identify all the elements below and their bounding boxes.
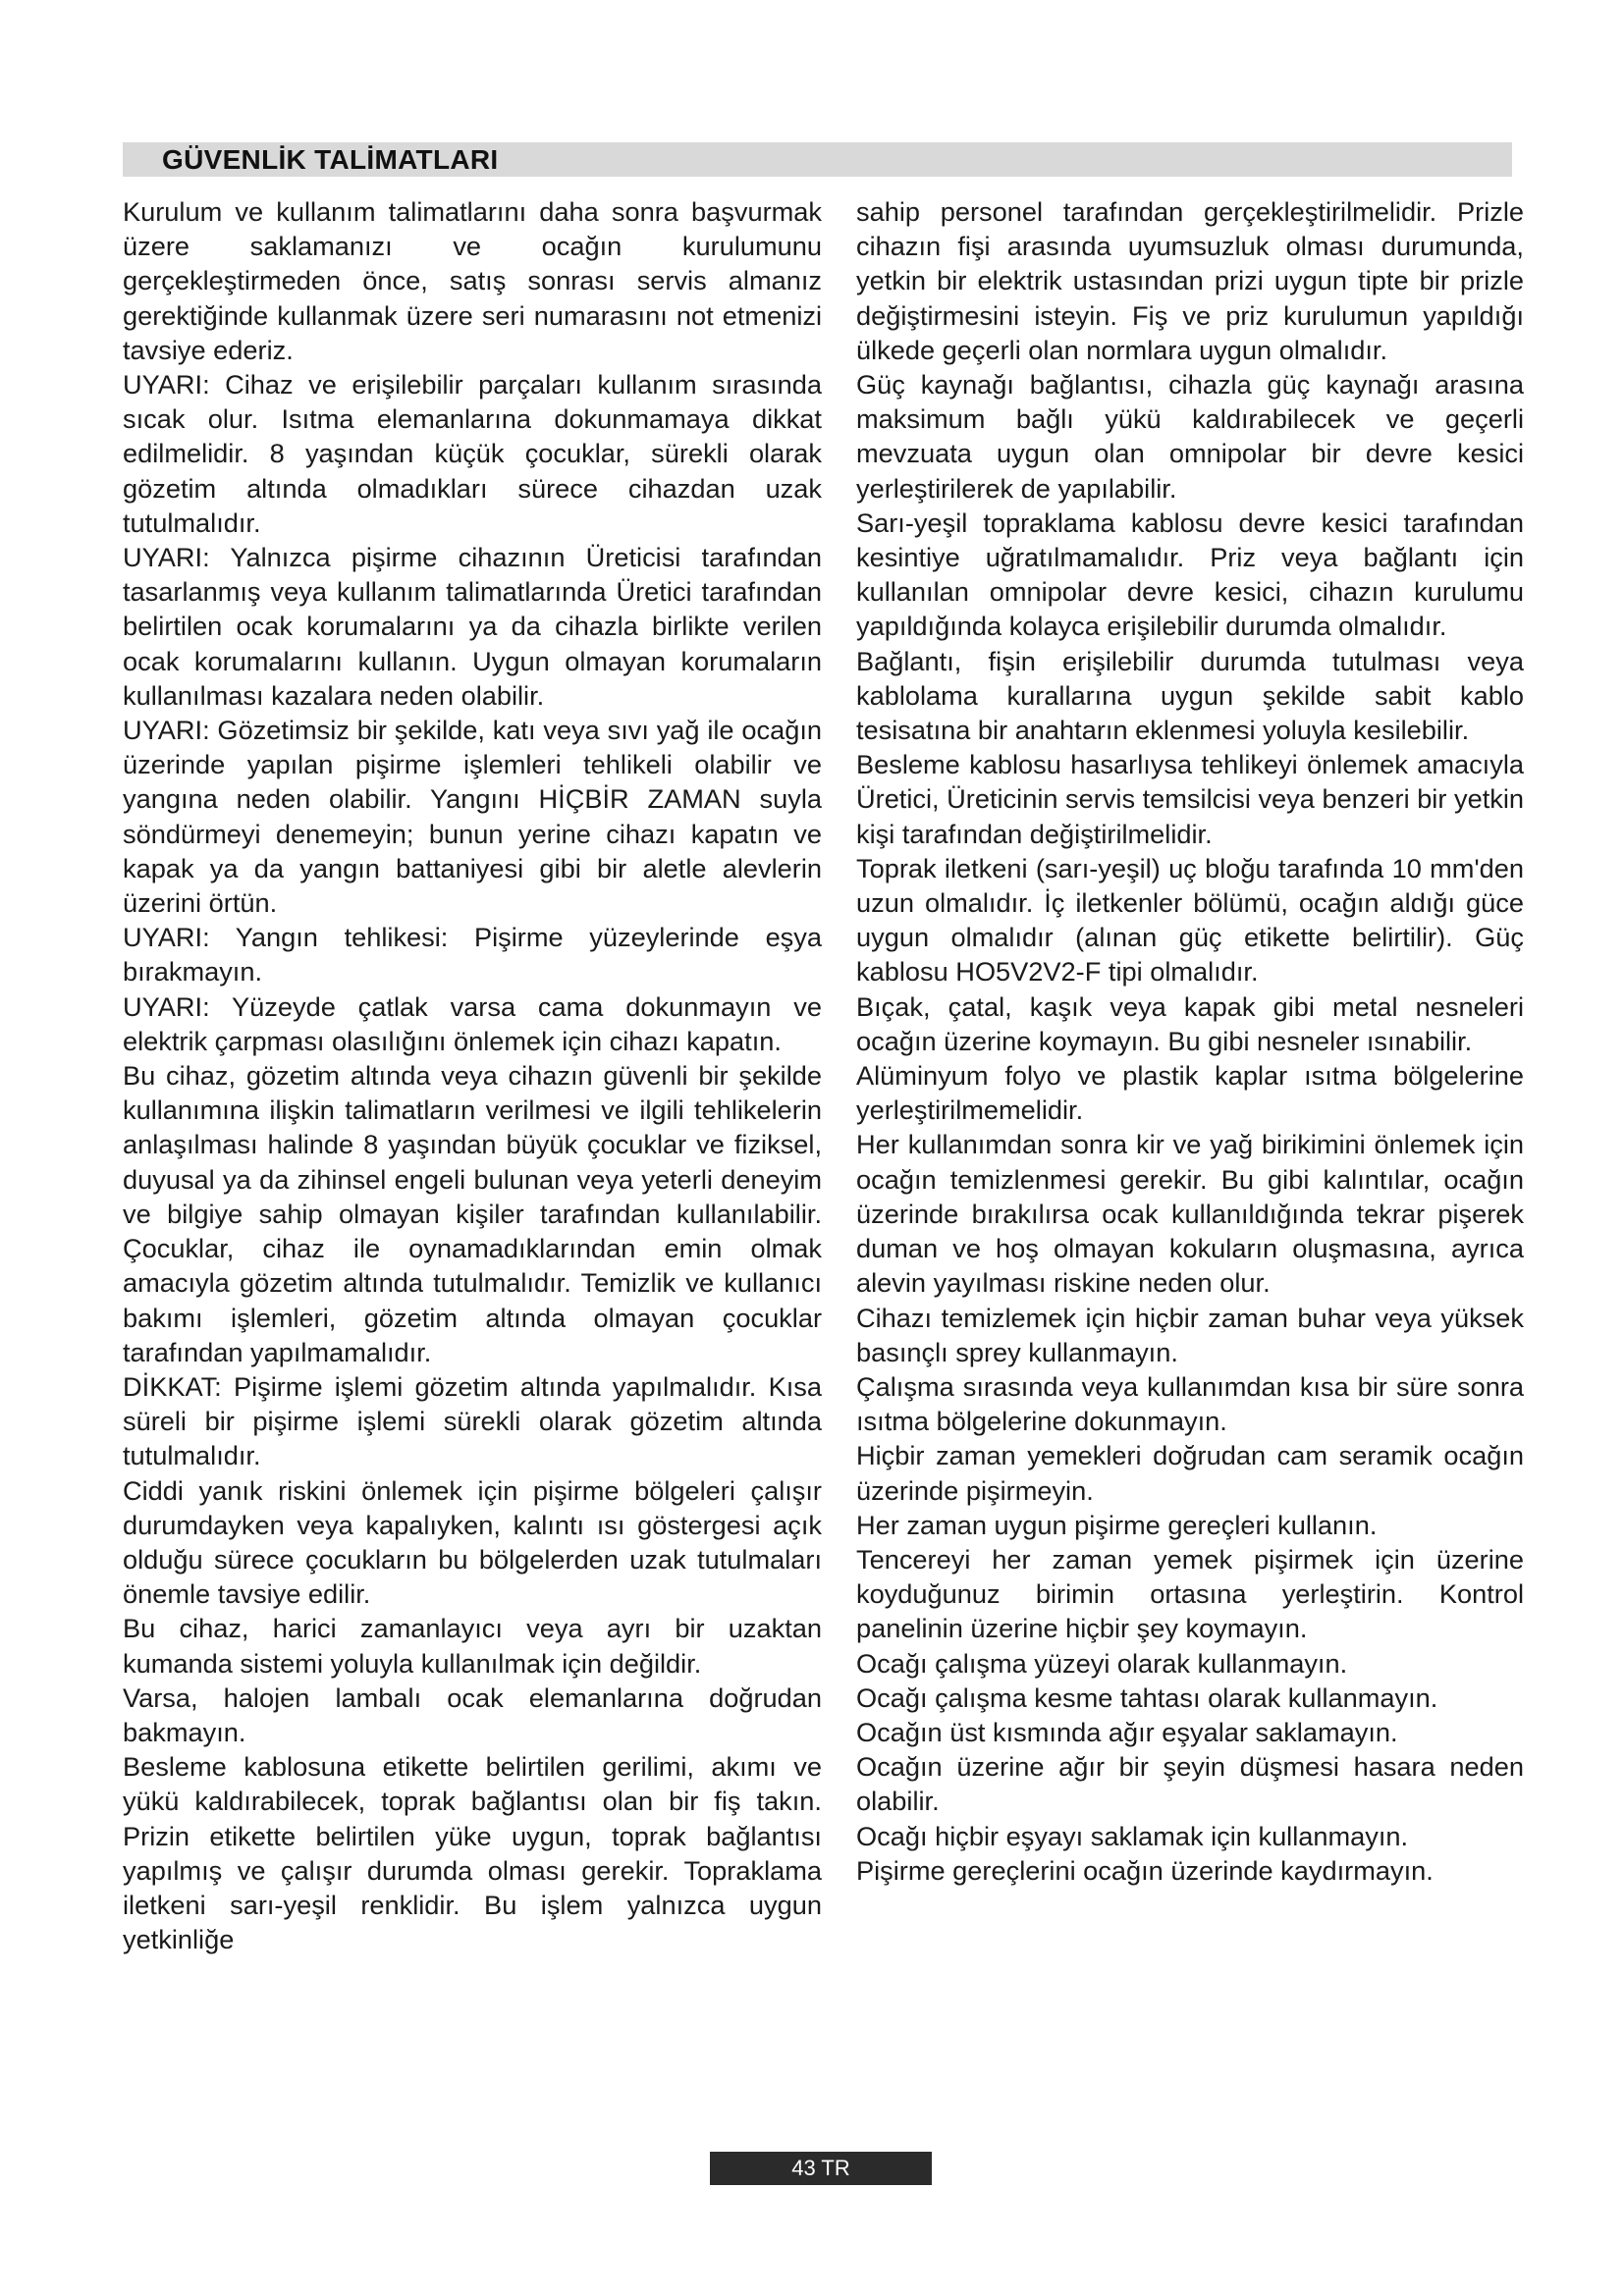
paragraph: Pişirme gereçlerini ocağın üzerinde kaydırmayın. xyxy=(856,1854,1434,1886)
paragraph: Toprak iletkeni (sarı-yeşil) uç bloğu tarafında 10 mm'den uzun olmalıdır. İç iletkenler bölümü, ocağın aldığı güce uygun olmalıdır (alınan güç etikette belirtilir). Güç kablosu HO5V2V2-F tipi olmalıdır. xyxy=(856,852,1524,988)
paragraph: Kurulum ve kullanım talimatlarını daha sonra başvurmak üzere saklamanızı ve ocağın kurulumunu gerçekleştirmeden önce, satış sonrası servis almanız gerektiğinde kullanmak üzere seri numarasını not etmenizi tavsiye ederiz. xyxy=(123,196,822,365)
paragraph: Ocağı hiçbir eşyayı saklamak için kullanmayın. xyxy=(856,1820,1409,1851)
paragraph: UYARI: Yangın tehlikesi: Pişirme yüzeylerinde eşya bırakmayın. xyxy=(123,922,822,988)
left-column xyxy=(123,194,822,1956)
paragraph: Bu cihaz, gözetim altında veya cihazın güvenli bir şekilde kullanımına ilişkin talimatların verilmesi ve ilgili tehlikelerin anlaşılması halinde 8 yaşından büyük çocuklar ve fiziksel, duyusal ya da zihinsel engeli bulunan veya yeterli deneyim ve bilgiye sahip olmayan kişiler tarafından kullanılabilir. Çocuklar, cihaz ile oynamadıklarından emin olmak amacıyla gözetim altında tutulmalıdır. Temizlik ve kullanıcı bakımı işlemleri, gözetim altında olmayan çocuklar tarafından yapılmamalıdır. xyxy=(123,1060,822,1367)
paragraph: sahip personel tarafından gerçekleştirilmelidir. Prizle cihazın fişi arasında uyumsuzluk olması durumunda, yetkin bir elektrik ustasından prizi uygun tipte bir prizle değiştirmesini isteyin. Fiş ve priz kurulumun yapıldığı ülkede geçerli olan normlara uygun olmalıdır. xyxy=(856,196,1524,365)
section-title: GÜVENLİK TALİMATLARI xyxy=(162,144,499,175)
paragraph: DİKKAT: Pişirme işlemi gözetim altında yapılmalıdır. Kısa süreli bir pişirme işlemi sürekli olarak gözetim altında tutulmalıdır. xyxy=(123,1370,822,1471)
paragraph: Ciddi yanık riskini önlemek için pişirme bölgeleri çalışır durumdayken veya kapalıyken, kalıntı ısı göstergesi açık olduğu sürece çocukların bu bölgelerden uzak tutulmaları önemle tavsiye edilir. xyxy=(123,1474,822,1610)
paragraph: Her zaman uygun pişirme gereçleri kullanın. xyxy=(856,1509,1378,1540)
section-header-bar xyxy=(123,142,1512,177)
paragraph: Besleme kablosuna etikette belirtilen gerilimi, akımı ve yükü kaldırabilecek, toprak bağlantısı olan bir fiş takın. Prizin etikette belirtilen yüke uygun, toprak bağlantısı yapılmış ve çalışır durumda olması gerekir. Topraklama iletkeni sarı-yeşil renklidir. Bu işlem yalnızca uygun yetkinliğe xyxy=(123,1751,822,1955)
paragraph: Tencereyi her zaman yemek pişirmek için üzerine koyduğunuz birimin ortasına yerleştirin. Kontrol panelinin üzerine hiçbir şey koymayın. xyxy=(856,1543,1524,1644)
paragraph: Varsa, halojen lambalı ocak elemanlarına doğrudan bakmayın. xyxy=(123,1682,822,1747)
paragraph: Ocağın üst kısmında ağır eşyalar saklamayın. xyxy=(856,1716,1398,1747)
paragraph: UYARI: Yüzeyde çatlak varsa cama dokunmayın ve elektrik çarpması olasılığını önlemek için cihazı kapatın. xyxy=(123,990,822,1056)
paragraph: Çalışma sırasında veya kullanımdan kısa bir süre sonra ısıtma bölgelerine dokunmayın. xyxy=(856,1370,1524,1437)
paragraph: Alüminyum folyo ve plastik kaplar ısıtma bölgelerine yerleştirilmemelidir. xyxy=(856,1060,1524,1126)
paragraph: UYARI: Yalnızca pişirme cihazının Üreticisi tarafından tasarlanmış veya kullanım talimatlarında Üretici tarafından belirtilen ocak korumalarını ya da cihazla birlikte verilen ocak korumalarını kullanın. Uygun olmayan korumaların kullanılması kazalara neden olabilir. xyxy=(123,542,822,711)
paragraph: UYARI: Cihaz ve erişilebilir parçaları kullanım sırasında sıcak olur. Isıtma elemanlarına dokunmamaya dikkat edilmelidir. 8 yaşından küçük çocuklar, sürekli olarak gözetim altında olmadıkları sürece cihazdan uzak tutulmalıdır. xyxy=(123,369,822,538)
page-number: 43 TR xyxy=(710,2152,932,2185)
paragraph: Her kullanımdan sonra kir ve yağ birikimini önlemek için ocağın temizlenmesi gerekir. Bu gibi kalıntılar, ocağın üzerinde bırakılırsa ocak kullanıldığında tekrar pişerek duman ve hoş olmayan kokuların oluşmasına, ayrıca alevin yayılması riskine neden olur. xyxy=(856,1129,1524,1299)
paragraph: Güç kaynağı bağlantısı, cihazla güç kaynağı arasına maksimum bağlı yükü kaldırabilecek ve geçerli mevzuata uygun olan omnipolar bir devre kesici yerleştirilerek de yapılabilir. xyxy=(856,369,1524,504)
paragraph: UYARI: Gözetimsiz bir şekilde, katı veya sıvı yağ ile ocağın üzerinde yapılan pişirme işlemleri tehlikeli olabilir ve yangına neden olabilir. Yangını HİÇBİR ZAMAN suyla söndürmeyi denemeyin; bunun yerine cihazı kapatın ve kapak ya da yangın battaniyesi gibi bir aletle alevlerin üzerini örtün. xyxy=(123,715,822,919)
right-column xyxy=(856,194,1524,1888)
paragraph: Bağlantı, fişin erişilebilir durumda tutulması veya kablolama kurallarına uygun şekilde sabit kablo tesisatına bir anahtarın eklenmesi yoluyla kesilebilir. xyxy=(856,645,1524,746)
paragraph: Sarı-yeşil topraklama kablosu devre kesici tarafından kesintiye uğratılmamalıdır. Priz veya bağlantı için kullanılan omnipolar devre kesici, cihazın kurulumu yapıldığında kolayca erişilebilir durumda olmalıdır. xyxy=(856,507,1524,642)
paragraph: Ocağın üzerine ağır bir şeyin düşmesi hasara neden olabilir. xyxy=(856,1751,1524,1817)
paragraph: Bu cihaz, harici zamanlayıcı veya ayrı bir uzaktan kumanda sistemi yoluyla kullanılmak için değildir. xyxy=(123,1613,822,1679)
paragraph: Cihazı temizlemek için hiçbir zaman buhar veya yüksek basınçlı sprey kullanmayın. xyxy=(856,1302,1524,1367)
paragraph: Ocağı çalışma yüzeyi olarak kullanmayın. xyxy=(856,1647,1348,1679)
paragraph: Ocağı çalışma kesme tahtası olarak kullanmayın. xyxy=(856,1682,1438,1713)
paragraph: Hiçbir zaman yemekleri doğrudan cam seramik ocağın üzerinde pişirmeyin. xyxy=(856,1440,1524,1506)
paragraph: Besleme kablosu hasarlıysa tehlikeyi önlemek amacıyla Üretici, Üreticinin servis temsilcisi veya benzeri bir yetkin kişi tarafından değiştirilmelidir. xyxy=(856,749,1524,849)
paragraph: Bıçak, çatal, kaşık veya kapak gibi metal nesneleri ocağın üzerine koymayın. Bu gibi nesneler ısınabilir. xyxy=(856,990,1524,1056)
